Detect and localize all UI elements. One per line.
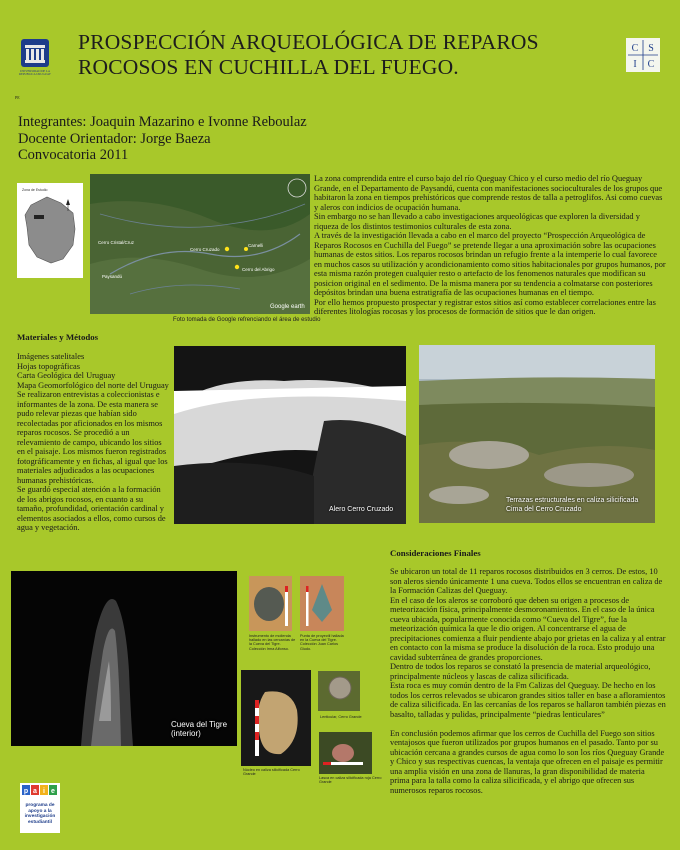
map-label-cerro-cristal: Cerro Cristal/Cruz: [98, 240, 135, 245]
lasca-photo: [319, 732, 372, 774]
intro-text: La zona comprendida entre el curso bajo del río Queguay Chico y el curso medio del río Queguay Grande, en el Departamento de Paysandú, cuenta con manifestaciones socioculturales de los grupos que habitaron la zona en tiempos prehistóricos que comprende restos de talla a petroglifos. Asi como cuevas y aleros con indicios de ocupación humana. Sin embargo no se han llevado a cabo investigaciones arqueológicas que exploren la diversidad y riqueza de los distintos testimonios culturales de esta zona. A través de la investigación llevada a cabo en el marco del proyecto “Prospección Arqueológica de Reparos Rocosos en Cuchilla del Fuego” se pretende llegar a una aproximación sobre las ocupaciones humanas de estos sitios. Los reparos rocosos brindan un refugio frente a la intemperie lo cual favorece en muchos casos su utilización y acondicionamiento como sitios habitacionales por grupos humanos, por esta misma razón protegen cualquier resto o artefacto de los fenomenos naturales que modifican su posicion original en el sedimento. De la misma manera por su tendencia a colmatarse con posteriores depósitos brindan una buena estratigrafía de las ocupaciones humanas en el tiempo. Por ello hemos propuesto prospectar y registrar estos sitios así como establecer correlaciones entre las diferentes litologías rocosas y los procesos de formación de sitios que le dan origen.: [314, 174, 666, 316]
lenticular-photo: [318, 671, 360, 711]
final-heading: Consideraciones Finales: [390, 548, 481, 558]
authors-block: [18, 114, 307, 164]
lasca-caption: Lasca en caliza silicificada roja Cerro Grande: [319, 776, 382, 785]
cueva-caption-1: Cueva del Tigre: [171, 720, 228, 729]
cueva-caption-2: (interior): [171, 729, 201, 738]
terrazas-caption-2: Cima del Cerro Cruzado: [506, 506, 582, 513]
map-label-cerro-cruzado: Cerro Cruzado: [190, 247, 220, 252]
page-title: PROSPECCIÓN ARQUEOLÓGICA DE REPAROS ROCOSOS EN CUCHILLA DEL FUEGO.: [78, 30, 539, 79]
udelar-caption: UNIVERSIDAD DE LA REPUBLICA URUGUAY: [19, 69, 51, 77]
paie-logo: [20, 783, 60, 833]
alero-photo: [174, 346, 406, 524]
paie-letter-i: i: [43, 788, 45, 795]
artifact-caption-2: Punta de proyectil hallada en la Cueva del Tigre. Colección Juan Carlos Giudo.: [300, 634, 344, 651]
authors-call: Convocatoria 2011: [18, 147, 129, 163]
alero-caption: Alero Cerro Cruzado: [329, 506, 394, 513]
map-label-carnelli: Carnelli: [248, 243, 264, 248]
google-earth-watermark: Google earth: [270, 304, 305, 310]
terrazas-photo: [419, 345, 655, 523]
inset-label: Zona de Estudio: [22, 188, 48, 192]
authors-advisor: Docente Orientador: Jorge Baeza: [18, 130, 211, 147]
uruguay-inset-map: [17, 183, 83, 278]
csic-letter-c1: C: [631, 43, 639, 54]
csic-letter-s: S: [648, 43, 654, 54]
csic-letter-i: I: [633, 59, 637, 70]
paie-letter-p: p: [23, 788, 29, 795]
artifact-photo-1: [249, 576, 292, 631]
csic-logo: [626, 38, 660, 72]
lenticular-caption: Lenticular, Cerro Grande: [320, 715, 362, 719]
artifact-photo-2: [300, 576, 344, 631]
tiny-mark: PE: [15, 95, 20, 100]
udelar-logo: [20, 38, 50, 68]
google-earth-map: [90, 174, 310, 314]
paie-letter-a: a: [33, 788, 37, 795]
terrazas-caption-1: Terrazas estructurales en caliza silicificada: [506, 497, 639, 504]
authors-members: Integrantes: Joaquin Mazarino e Ivonne Reboulaz: [18, 114, 307, 130]
cueva-tigre-photo: [11, 571, 237, 746]
map-caption: Foto tomada de Google refrenciando el área de estudio: [173, 317, 321, 323]
paie-caption: programa de apoyo a la investigación estudiantil: [24, 803, 56, 825]
nucleo-caption: Núcleo en caliza silicificada Cerro Grande: [243, 768, 300, 777]
methods-heading: Materiales y Métodos: [17, 332, 99, 342]
map-label-paysandu: Paysandú: [102, 274, 123, 279]
nucleo-photo: [241, 670, 311, 766]
artifact-caption-1: Instrumento de molienda hallado en las cercanías de la Cueva del Tigre. Colección Irma Alfonso.: [249, 634, 296, 651]
methods-text: Imágenes satelitales Hojas topográficas Carta Geológica del Uruguay Mapa Geomorfológico del norte del Uruguay Se realizaron entrevistas a coleccionistas e informantes de la zona. De esta manera se pudo relevar piezas que habían sido recolectadas por aficionados en los mismos reparos rocosos. Se procedió a un relevamiento de campo, ubicando los sitios en el paisaje. Los mismos fueron registrados fotográficamente y en fichas, al igual que los materiales adjudicados a las ocupaciones humanas prehistóricas. Se guardó especial atención a la formación de los abrigos rocosos, en cuanto a su tamaño, profundidad, orientación cardinal y elementos asociados a ellos, como cursos de agua y vegetación.: [17, 352, 169, 532]
csic-letter-c2: C: [647, 59, 655, 70]
final-text: Se ubicaron un total de 11 reparos rocosos distribuidos en 3 cerros. De estos, 10 son aleros siendo únicamente 1 una cueva. Todos ellos se encuentran en caliza de la Formación Calizas del Queguay. En el caso de los aleros se corroboró que deben su origen a procesos de meteorización física, principalmente desmoronamientos. En el caso de la única cueva ubicada, popularmente conocida como “Cueva del Tigre”, fue la meteorización química la que le dio origen. Al concentrarse el agua de precipitaciones comienza a fluir pendiente abajo por grietas en la caliza y al entrar en contacto con la misma se produce la disolución de la roca. Esto produjo una cavidad subterránea de grandes proporciones. Dentro de todos los reparos se constató la presencia de material arqueológico, principalmente núcleos y lascas de caliza silicificada. Esta roca es muy común dentro de la Fm Calizas del Queguay. De hecho en los todos los cerros relevados se ubicaron grandes sitios taller en base a afloramientos de caliza silicificada. En las cercanías de los reparos se hallaron también piezas en basalto, talladas y pulidas, principalmente “piedras lenticulares” En conclusión podemos afirmar que los cerros de Cuchilla del Fuego son sitios ventajosos que fueron utilizados por grupos humanos en el pasado. Tanto por su ubicación cercana a grandes cursos de agua como lo son los ríos Queguay Grande y Chico y sus respectivas cuencas, la ventaja que ofrecen en el paisaje es permitir una amplia visión en una zona de llanuras, la gran disponibilidad de materia prima para la talla como la caliza silicificada, y el abrigo que ofrecen sus numerosos reparos rocosos.: [390, 567, 666, 795]
map-label-cerro-abrigo: Cerro del Abrigo: [242, 267, 275, 272]
paie-letter-e: e: [51, 788, 55, 795]
